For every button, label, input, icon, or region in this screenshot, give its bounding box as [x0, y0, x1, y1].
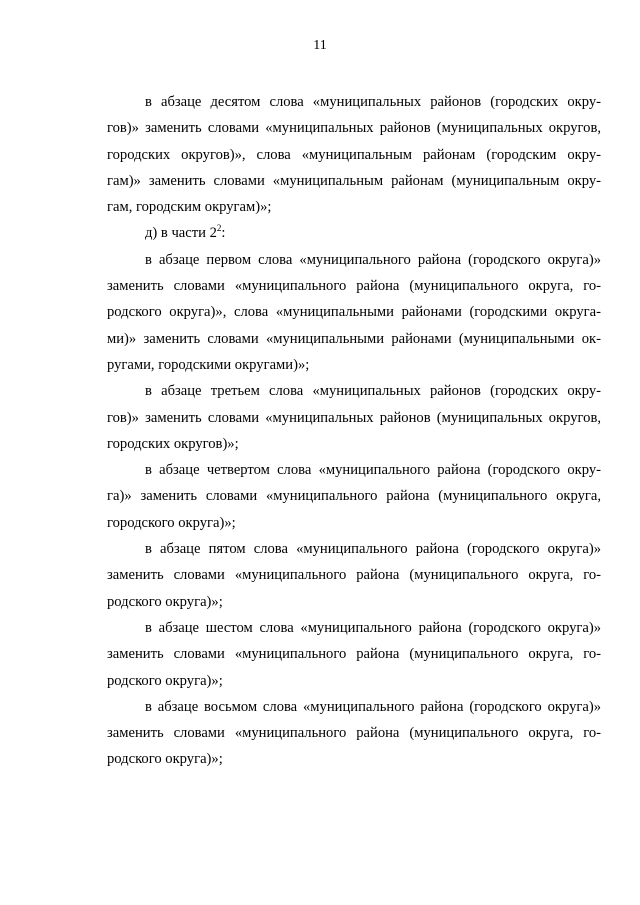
text-line: га)» заменить словами «муниципального района (муниципального округа, [107, 488, 601, 505]
text-line: родского округа)»; [107, 751, 223, 768]
text-line: городских округов)», слова «муниципальным районам (городским окру- [107, 146, 601, 163]
text-line: заменить словами «муниципального района (муниципального округа, го- [107, 646, 601, 663]
paragraph-6 [107, 536, 601, 615]
paragraph-5 [107, 457, 601, 536]
text-line: заменить словами «муниципального района (муниципального округа, го- [107, 725, 601, 742]
paragraph-2-heading [107, 220, 601, 246]
text-line: гам)» заменить словами «муниципальным районам (муниципальным окру- [107, 172, 601, 189]
text-line: родского округа)»; [107, 593, 223, 610]
paragraph-7 [107, 615, 601, 694]
text-line: в абзаце пятом слова «муниципального района (городского округа)» [145, 541, 601, 558]
document-body [107, 89, 601, 773]
text-line: городских округов)»; [107, 435, 239, 452]
heading-suffix: : [221, 225, 226, 242]
subsection-heading [107, 220, 601, 246]
text-line: городского округа)»; [107, 514, 236, 531]
heading-superscript: 2 [216, 222, 222, 233]
text-line: в абзаце шестом слова «муниципального района (городского округа)» [145, 619, 601, 636]
text-line: заменить словами «муниципального района (муниципального округа, го- [107, 567, 601, 584]
paragraph-3 [107, 247, 601, 378]
text-line: родского округа)», слова «муниципальными районами (городскими округа- [107, 304, 601, 321]
text-line: ругами, городскими округами)»; [107, 356, 310, 373]
text-line: в абзаце третьем слова «муниципальных районов (городских окру- [145, 383, 601, 400]
text-line: гам, городским округам)»; [107, 199, 272, 216]
text-line: в абзаце восьмом слова «муниципального района (городского округа)» [145, 698, 601, 715]
text-line: в абзаце десятом слова «муниципальных районов (городских окру- [145, 94, 601, 110]
page-number: 11 [313, 38, 327, 53]
text-line: в абзаце первом слова «муниципального района (городского округа)» [145, 251, 601, 268]
paragraph-8 [107, 694, 601, 773]
paragraph-4 [107, 378, 601, 457]
text-line: гов)» заменить словами «муниципальных районов (муниципальных округов, [107, 120, 601, 137]
paragraph-1 [107, 89, 601, 220]
text-line: в абзаце четвертом слова «муниципального района (городского окру- [145, 462, 601, 479]
text-line: заменить словами «муниципального района (муниципального округа, го- [107, 278, 601, 295]
text-line: родского округа)»; [107, 672, 223, 689]
text-line: гов)» заменить словами «муниципальных районов (муниципальных округов, [107, 409, 601, 426]
heading-prefix: д) в части 2 [145, 225, 217, 242]
text-line: ми)» заменить словами «муниципальными районами (муниципальными ок- [107, 330, 601, 347]
